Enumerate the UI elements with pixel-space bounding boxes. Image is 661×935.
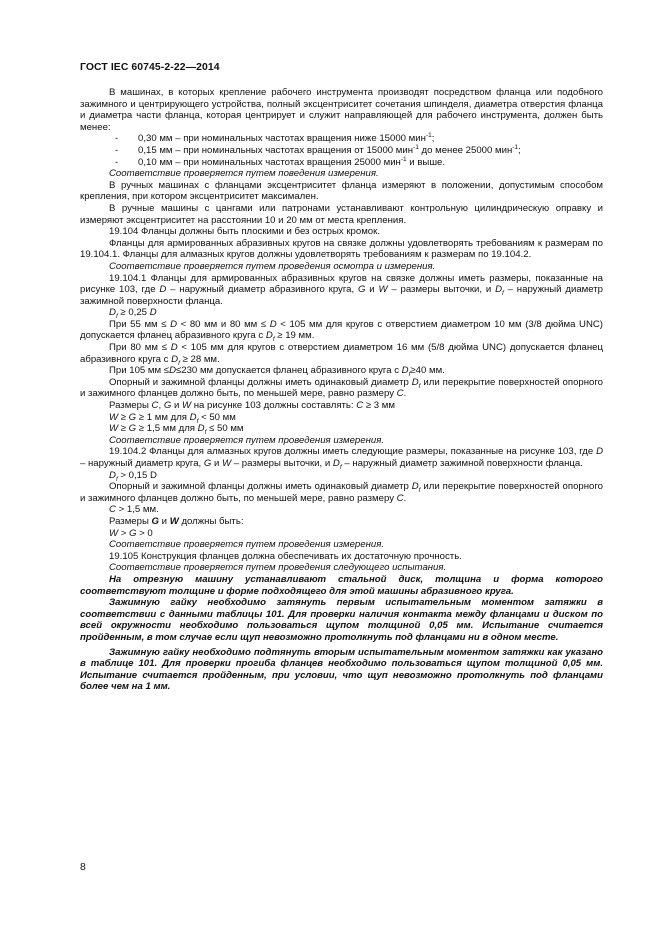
paragraph-eccentricity-intro: В машинах, в которых крепление рабочего инструмента производят посредством фланца или подобного зажимного и центрирующего устройства, полный эксцентриситет сочетания шпинделя, диаметра отверстия фланца и диаметра части фланца, которая центрирует и служит направляющей для рабочего инструмента, должен быть менее: [80,87,603,133]
compliance-note: Соответствие проверяется путем проведения осмотра и измерения. [109,260,436,272]
paragraph: При 105 мм ≤D≤230 мм допускается фланец абразивного круга с $D_f\ge 40$ мм. [109,365,445,379]
formula: C > 1,5 мм. [109,504,159,516]
compliance-note: Соответствие проверяется путем проведения следующего испытания. [109,562,447,574]
paragraph: В ручные машины с цангами или патронами устанавливают контрольную цилиндрическую оправку и измеряют эксцентриситет на расстоянии 10 и 20 мм от места крепления. [80,202,603,226]
paragraph: Размеры C, G и W на рисунке 103 должны составлять: C ≥ 3 мм [109,400,395,412]
clause-19-105: 19.105 Конструкция фланцев должна обеспечивать их достаточную прочность. [109,550,462,562]
formula: W ≥ G ≥ 1 мм для $D_f < 50$ мм [109,411,236,425]
formula: W > G > 0 [109,527,153,539]
list-item: - 0,30 мм – при номинальных частотах вращения ниже 15000 мин$^{-1}$; [115,132,435,145]
paragraph: Размеры G и W должны быть: [109,515,244,527]
list-item: - 0,15 мм – при номинальных частотах вращения от 15000 мин$^{-1}$ до менее 25000 мин$^{-1}$; [115,143,521,156]
paragraph: При 55 мм ≤ D < 80 мм и 80 мм ≤ D < 105 мм для кругов с отверстием диаметром 10 мм (3/8 дюйма UNC) допускается фланец абразивного круга с $D_f \ge 19$ мм. [80,318,603,344]
document-header: ГОСТ IEC 60745-2-22—2014 [80,62,220,73]
paragraph: При 80 мм ≤ D < 105 мм для кругов с отверстием диаметром 16 мм (5/8 дюйма UNC) допускается фланец абразивного круга с $D_f \ge 28$ мм. [80,342,603,367]
compliance-note: Соответствие проверяется путем поведения измерения. [109,168,379,180]
formula: W ≥ G ≥ 1,5 мм для $D_f \le 50$ мм [109,423,244,437]
compliance-note: Соответствие проверяется путем проведения измерения. [109,539,384,551]
paragraph: Опорный и зажимной фланцы должны иметь одинаковый диаметр $D_f$ или перекрытие поверхностей опорного и зажимного фланцев должно быть, по меньшей мере, равно размеру C. [80,376,603,400]
clause-19-104: 19.104 Фланцы должны быть плоскими и без острых кромок. [109,226,381,238]
compliance-note: Соответствие проверяется путем проведения измерения. [109,434,384,446]
paragraph: Опорный и зажимной фланцы должны иметь одинаковый диаметр $D_f$ или перекрытие поверхностей опорного и зажимного фланцев должно быть, по меньшей мере, равно размеру C. [80,481,603,504]
paragraph: В ручных машинах с фланцами эксцентриситет фланца измеряют в положении, допустимым способом крепления, при котором эксцентриситет максимален. [80,179,603,203]
test-paragraph: Зажимную гайку необходимо затянуть первым испытательным моментом затяжки в соответствии с данными таблицы 101. Для проверки наличия контакта между фланцами и диском по всей окружности необходимо пользоваться щупом толщиной 0,05 мм. Испытание считается пройденным, в том случае если щуп невозможно протолкнуть под фланцами ни в одном месте. [80,597,603,643]
test-paragraph: Зажимную гайку необходимо подтянуть вторым испытательным моментом затяжки как указано в таблице 101. Для проверки прогиба фланцев необходимо пользоваться щупом толщиной 0,05 мм. Испытание считается пройденным, при условии, что щуп невозможно протолкнуть под фланцами более чем на 1 мм. [80,646,603,693]
list-item: - 0,10 мм – при номинальных частотах вращения 25000 мин$^{-1}$ и выше. [115,155,446,168]
document-body [80,87,603,693]
paragraph: Фланцы для армированных абразивных кругов на связке должны удовлетворять требованиям к размерам по 19.104.1. Фланцы для алмазных кругов должны удовлетворять требованиям к размерам по 19.104.2. [80,237,603,261]
formula: $D_f > 0,15$ D [109,469,157,483]
clause-19-104-1: 19.104.1 Фланцы для армированных абразивных кругов на связке должны иметь размеры, показанные на рисунке 103, где D – наружный диаметр абразивного круга, G и W – размеры выточки, и $D_f$ – наружный диаметр зажимной поверхности фланца. [80,272,603,307]
page-number: 8 [80,862,86,873]
formula: $D_f \ge 0,25$ D [109,307,157,321]
eccentricity-list [80,133,603,168]
test-paragraph: На отрезную машину устанавливают стальной диск, толщина и форма которого соответствуют толщине и форме подходящего для этой машины абразивного круга. [80,573,603,597]
clause-19-104-2: 19.104.2 Фланцы для алмазных кругов должны иметь следующие размеры, показанные на рисунке 103, где D – наружный диаметр круга, G и W – размеры выточки, и $D_f$ – наружный диаметр зажимной поверхности фланца. [80,446,603,471]
